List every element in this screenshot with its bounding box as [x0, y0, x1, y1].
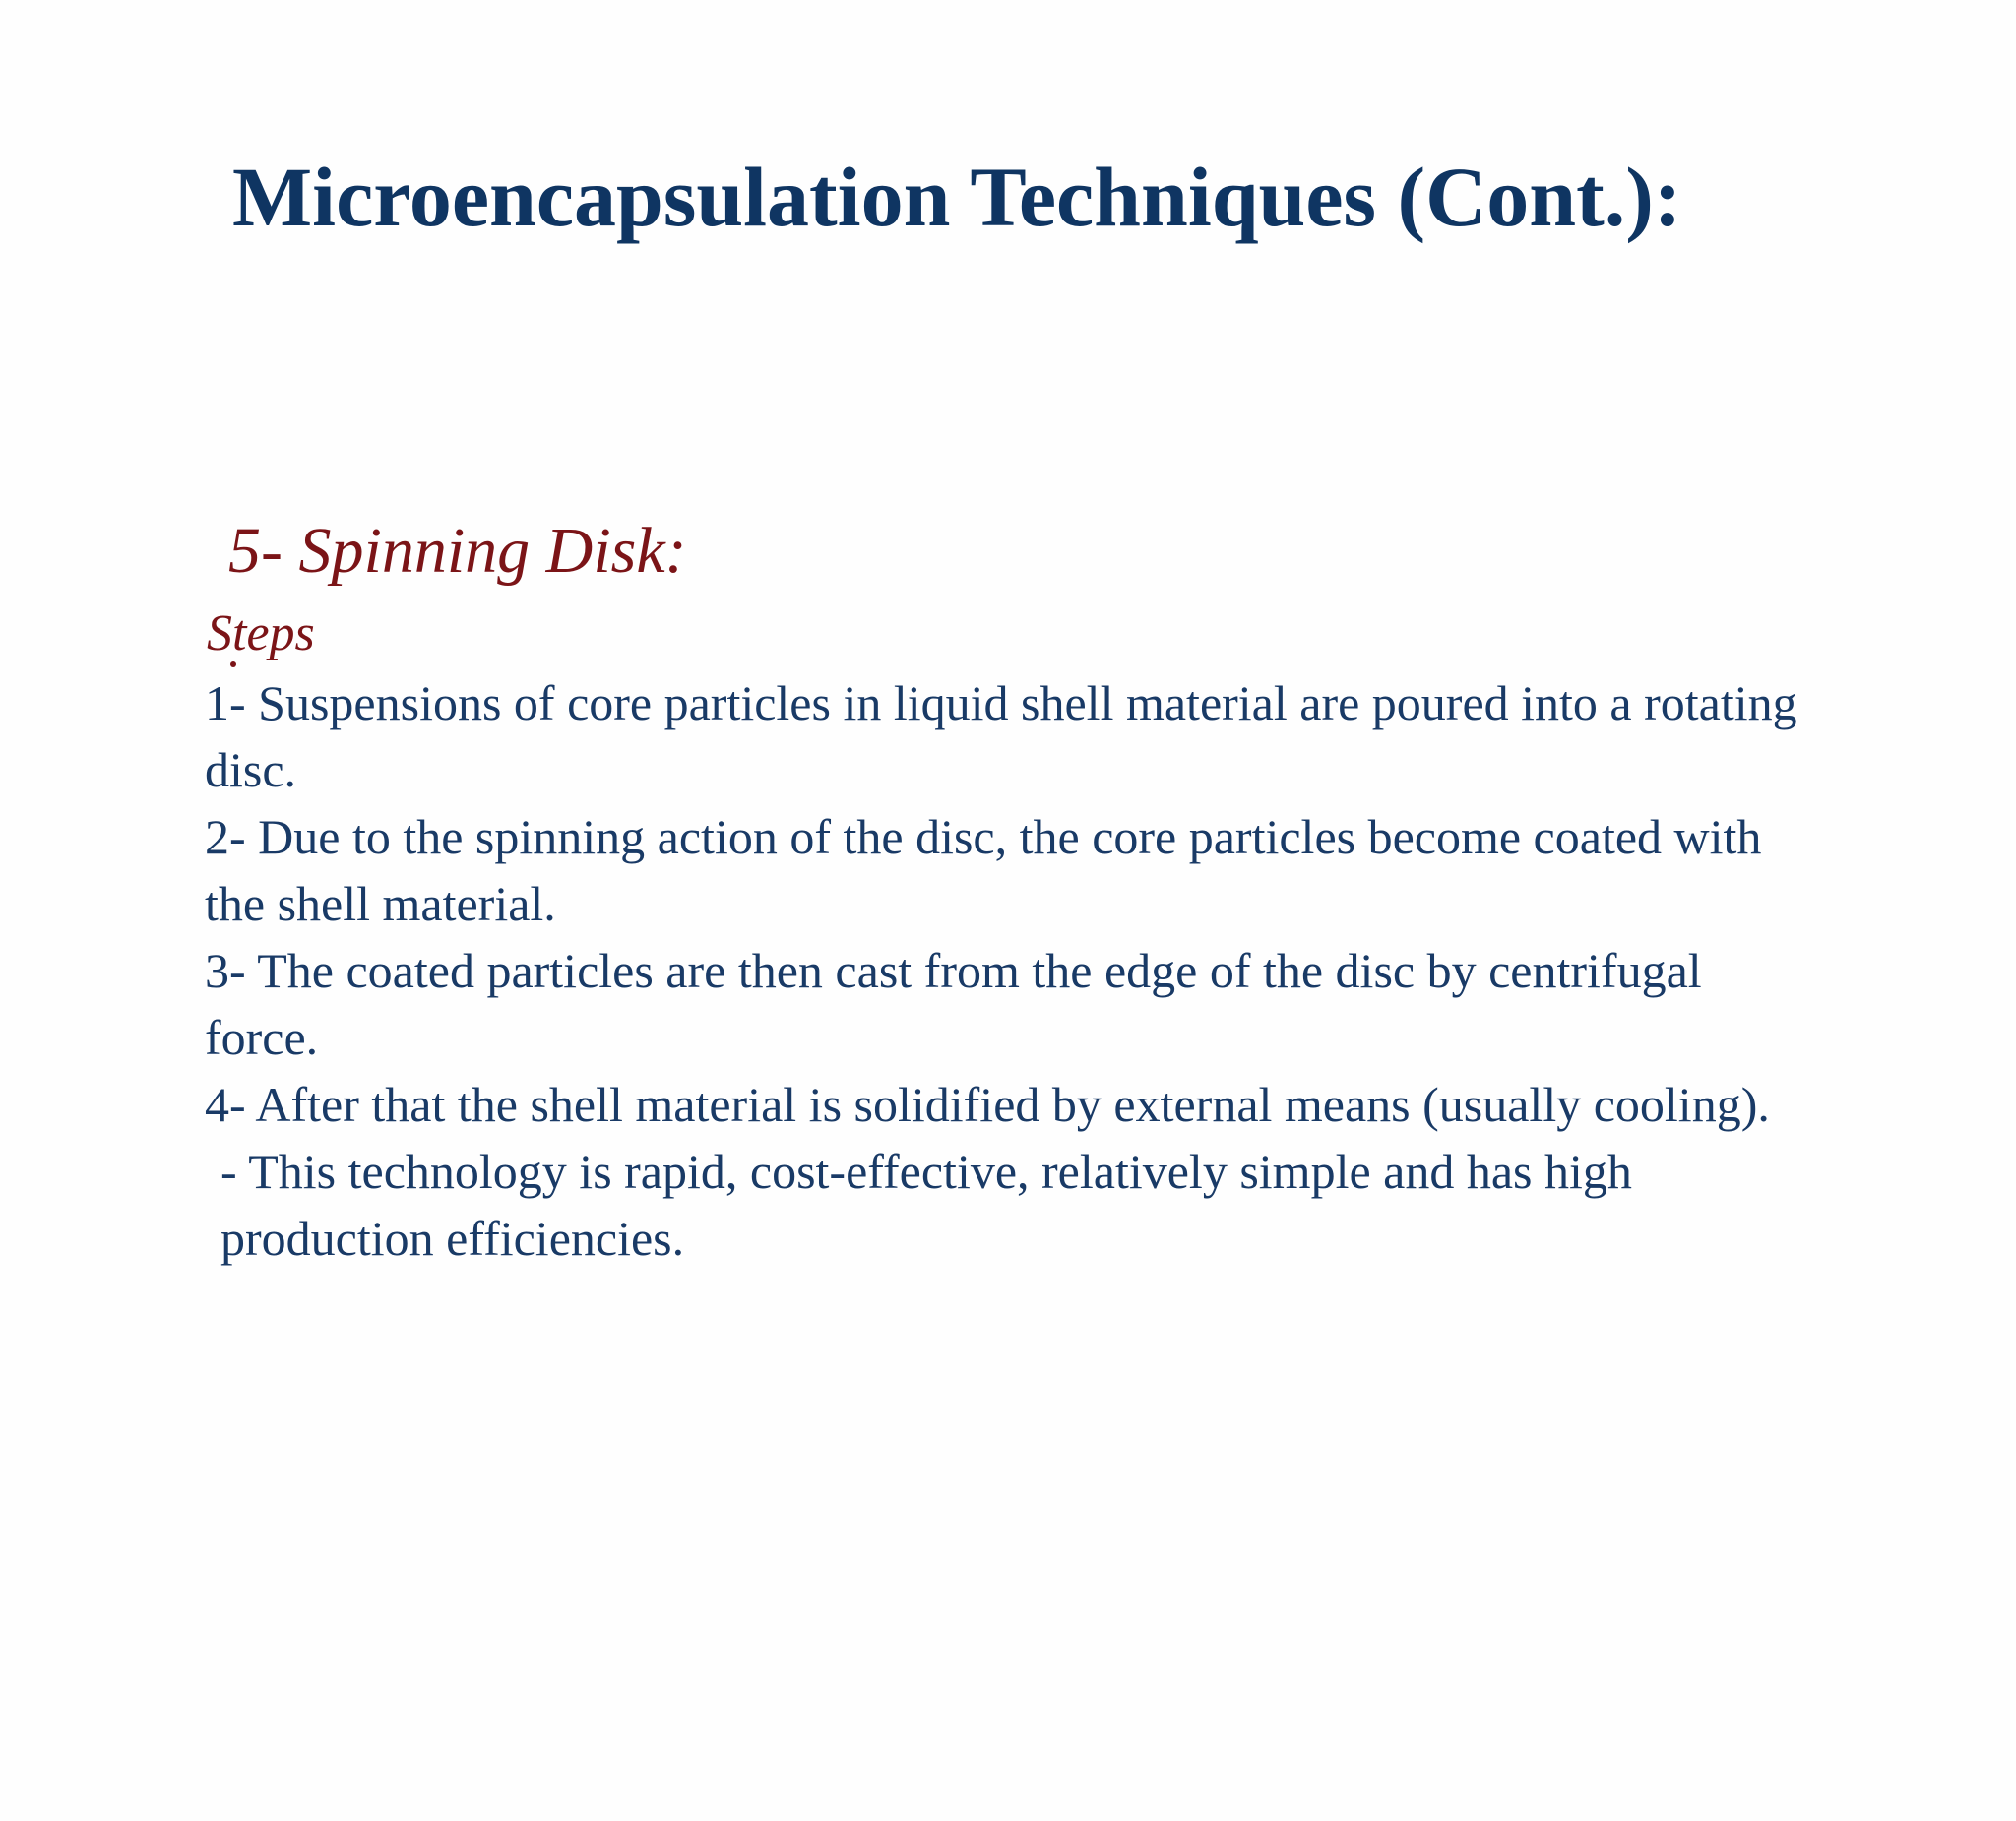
stray-dot-mark — [230, 661, 236, 667]
step-item-1: 1- Suspensions of core particles in liquid shell material are poured into a rotating disc. — [205, 675, 1797, 797]
summary-note: - This technology is rapid, cost-effective, relatively simple and has high production efficiencies. — [220, 1144, 1632, 1266]
step-item-3: 3- The coated particles are then cast from the edge of the disc by centrifugal force. — [205, 943, 1702, 1065]
steps-label: Steps — [207, 605, 315, 661]
steps-list — [205, 669, 1819, 1272]
step-item-4: 4- After that the shell material is solidified by external means (usually cooling). — [205, 1077, 1770, 1132]
slide-title: Microencapsulation Techniques (Cont.): — [232, 150, 1682, 244]
section-heading: 5- Spinning Disk: — [228, 515, 687, 587]
step-item-2: 2- Due to the spinning action of the disc, the core particles become coated with the shell material. — [205, 809, 1762, 931]
